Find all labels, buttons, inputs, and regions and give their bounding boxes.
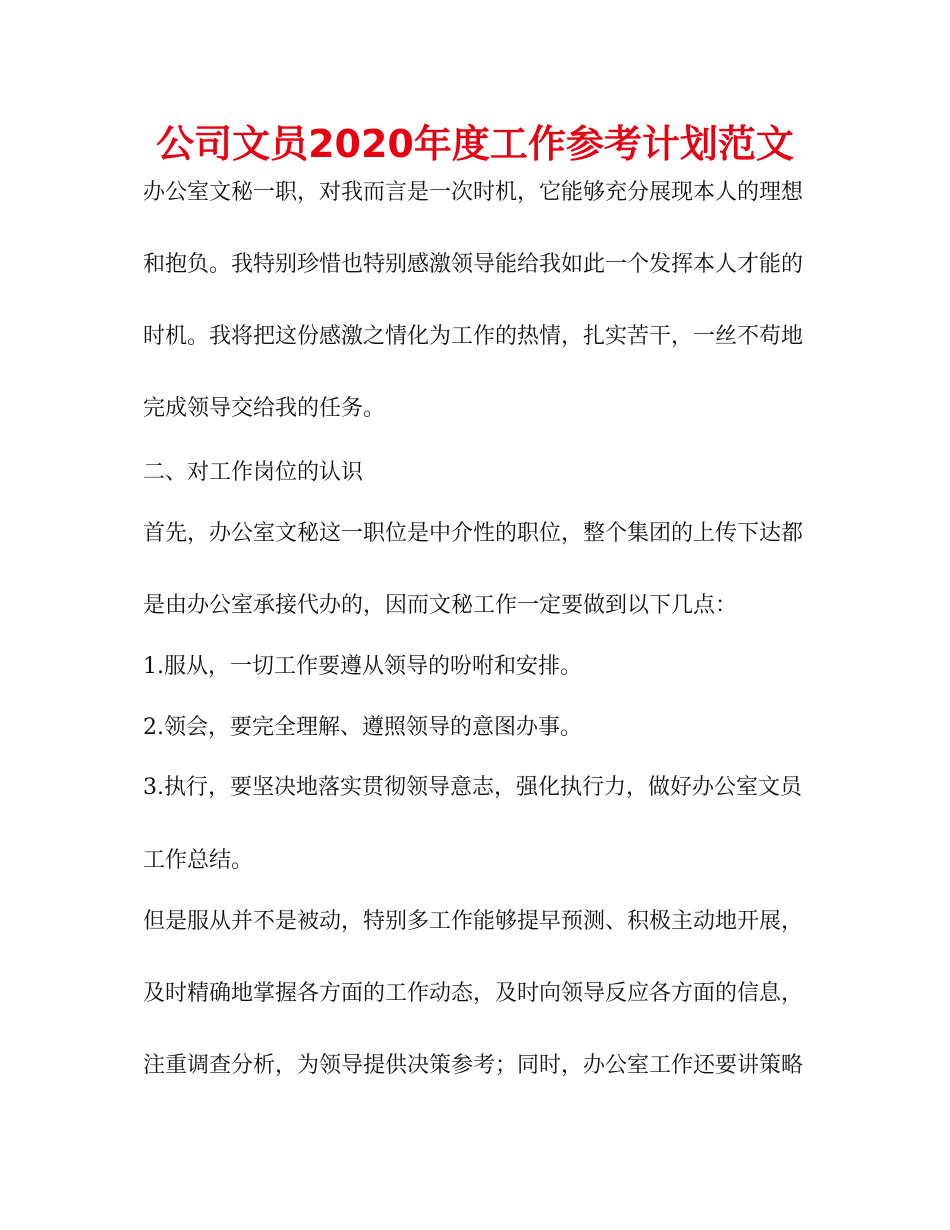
paragraph-line: 注重调查分析，为领导提供决策参考；同时，办公室工作还要讲策略 bbox=[143, 1053, 804, 1078]
paragraph-line: 办公室文秘一职，对我而言是一次时机，它能够充分展现本人的理想 bbox=[143, 180, 804, 205]
paragraph-line: 工作总结。 bbox=[143, 848, 254, 873]
paragraph-line: 和抱负。我特别珍惜也特别感激领导能给我如此一个发挥本人才能的 bbox=[143, 252, 804, 277]
paragraph-line: 时机。我将把这份感激之情化为工作的热情，扎实苦干，一丝不苟地 bbox=[143, 324, 804, 349]
paragraph-line: 完成领导交给我的任务。 bbox=[143, 396, 386, 421]
paragraph-line: 但是服从并不是被动，特别多工作能够提早预测、积极主动地开展， bbox=[143, 909, 804, 934]
paragraph-line: 是由办公室承接代办的，因而文秘工作一定要做到以下几点： bbox=[143, 593, 738, 618]
list-item: 2.领会，要完全理解、遵照领导的意图办事。 bbox=[143, 715, 582, 740]
paragraph-line: 及时精确地掌握各方面的工作动态，及时向领导反应各方面的信息， bbox=[143, 981, 804, 1006]
list-item: 1.服从，一切工作要遵从领导的吩咐和安排。 bbox=[143, 654, 582, 679]
list-item: 3.执行，要坚决地落实贯彻领导意志，强化执行力，做好办公室文员 bbox=[143, 775, 802, 800]
paragraph-line: 首先，办公室文秘这一职位是中介性的职位，整个集团的上传下达都 bbox=[143, 521, 804, 546]
document-title: 公司文员2020年度工作参考计划范文 bbox=[156, 122, 794, 166]
section-heading: 二、对工作岗位的认识 bbox=[143, 460, 364, 485]
